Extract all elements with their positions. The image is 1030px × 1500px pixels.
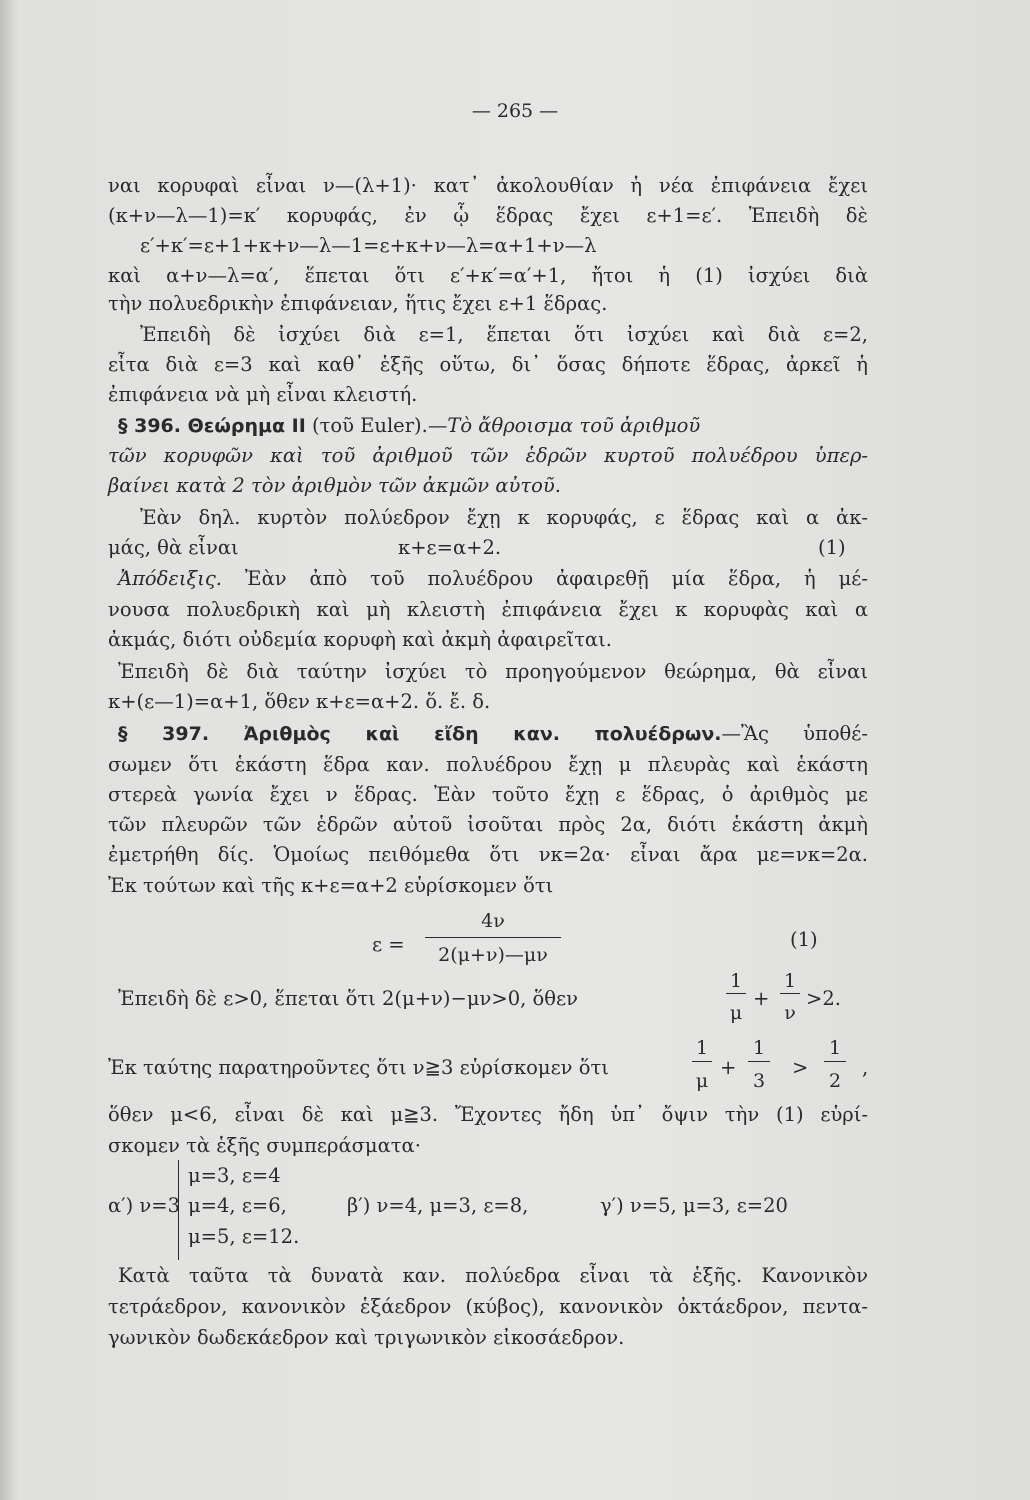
eq2-text: Ἐπειδὴ δὲ ε>0, ἕπεται ὅτι 2(μ+ν)−μν>0, ὅθεν: [118, 987, 578, 1010]
theorem-line: τῶν κορυφῶν καὶ τοῦ ἀριθμοῦ τῶν ἑδρῶν κυρτοῦ πολυέδρου ὑπερ-: [108, 444, 868, 467]
eq1-lhs: ε =: [372, 933, 405, 956]
text-line: Ἐπειδὴ δὲ διὰ ταύτην ἰσχύει τὸ προηγούμενον θεώρημα, θὰ εἶναι: [118, 660, 868, 683]
eq2-den1: μ: [729, 1002, 743, 1024]
eq3-gt: >: [792, 1056, 809, 1079]
equation-line: ε′+κ′=ε+1+κ+ν—λ—1=ε+κ+ν—λ=α+1+ν—λ: [140, 234, 597, 257]
section-text: —Ἂς ὑποθέ-: [721, 722, 868, 745]
text-line: εἶτα διὰ ε=3 καὶ καθ᾽ ἑξῆς οὕτω, δι᾽ ὅσας δήποτε ἕδρας, ἀρκεῖ ἡ: [108, 353, 868, 376]
text-line: καὶ α+ν—λ=α′, ἕπεται ὅτι ε′+κ′=α′+1, ἤτοι ἡ (1) ἰσχύει διὰ: [108, 264, 868, 287]
case-a3: μ=5, ε=12.: [188, 1225, 300, 1248]
fraction-bar: [748, 1061, 770, 1062]
section-title: § 396. Θεώρημα II: [118, 415, 306, 437]
case-a1: μ=3, ε=4: [188, 1164, 281, 1187]
text-line: σκομεν τὰ ἑξῆς συμπεράσματα·: [108, 1134, 421, 1157]
eq1-number: (1): [790, 928, 818, 951]
theorem-line: βαίνει κατὰ 2 τὸν ἀριθμὸν τῶν ἀκμῶν αὐτοῦ.: [108, 474, 561, 497]
text-line: μάς, θὰ εἶναι: [108, 536, 239, 559]
proof-label: Ἀπόδειξις.: [118, 567, 222, 590]
text-line: Ἐπειδὴ δὲ ἰσχύει διὰ ε=1, ἕπεται ὅτι ἰσχύει καὶ διὰ ε=2,: [140, 323, 868, 346]
fraction-bar: [824, 1061, 846, 1062]
fraction-bar: [692, 1061, 712, 1062]
case-bracket: [178, 1160, 179, 1260]
eq3-num3: 1: [828, 1037, 842, 1059]
eq3-plus: +: [720, 1056, 737, 1079]
section-attribution: (τοῦ Euler).—: [305, 414, 448, 437]
text-line: (κ+ν—λ—1)=κ′ κορυφάς, ἐν ᾧ ἕδρας ἔχει ε+1=ε′. Ἐπειδὴ δὲ: [108, 204, 868, 227]
theorem-text: Τὸ ἄθροισμα τοῦ ἀριθμοῦ: [447, 414, 701, 437]
page-number: — 265 —: [471, 100, 559, 122]
eq3-num1: 1: [695, 1037, 709, 1059]
fraction-bar: [425, 937, 561, 938]
text-line: τετράεδρον, κανονικὸν ἑξάεδρον (κύβος), κανονικὸν ὀκτάεδρον, πεντα-: [108, 1295, 868, 1318]
eq3-text: Ἐκ ταύτης παρατηροῦντες ὅτι ν≧3 εὑρίσκομεν ὅτι: [108, 1056, 609, 1079]
proof-line: [118, 569, 868, 589]
case-c: γ′) ν=5, μ=3, ε=20: [600, 1194, 788, 1217]
text-line: Ἐὰν δηλ. κυρτὸν πολύεδρον ἔχῃ κ κορυφάς, ε ἕδρας καὶ α ἀκ-: [140, 506, 868, 529]
text-line: ἐπιφάνεια νὰ μὴ εἶναι κλειστή.: [108, 383, 418, 406]
case-a2: μ=4, ε=6,: [188, 1194, 287, 1217]
case-b: β′) ν=4, μ=3, ε=8,: [347, 1194, 529, 1217]
text-line: τὴν πολυεδρικὴν ἐπιφάνειαν, ἥτις ἔχει ε+1 ἕδρας.: [108, 292, 608, 315]
eq2-num1: 1: [729, 970, 743, 992]
text-line: Κατὰ ταῦτα τὰ δυνατὰ καν. πολύεδρα εἶναι τὰ ἑξῆς. Κανονικὸν: [118, 1264, 868, 1287]
text-line: Ἐκ τούτων καὶ τῆς κ+ε=α+2 εὑρίσκομεν ὅτι: [108, 874, 554, 897]
eq3-tail: ,: [862, 1056, 869, 1079]
text-line: κ+(ε—1)=α+1, ὅθεν κ+ε=α+2. ὅ. ἔ. δ.: [108, 690, 491, 713]
equation: κ+ε=α+2.: [398, 536, 502, 559]
eq3-den1: μ: [695, 1070, 709, 1092]
text-line: ὅθεν μ<6, εἶναι δὲ καὶ μ≧3. Ἔχοντες ἤδη ὑπ᾽ ὄψιν τὴν (1) εὑρί-: [108, 1103, 868, 1126]
equation-number: (1): [818, 536, 846, 559]
eq3-den3: 2: [828, 1070, 842, 1092]
text-line: τῶν πλευρῶν τῶν ἑδρῶν αὐτοῦ ἰσοῦται πρὸς 2α, διότι ἑκάστη ἀκμὴ: [108, 813, 868, 836]
eq2-tail: >2.: [806, 987, 841, 1010]
section-title: § 397. Ἀριθμὸς καὶ εἴδη καν. πολυέδρων.: [118, 723, 722, 745]
section-397-heading: [118, 724, 868, 744]
eq3-den2: 3: [752, 1070, 766, 1092]
eq1-numerator: 4ν: [481, 910, 505, 932]
text-line: γωνικὸν δωδεκάεδρον καὶ τριγωνικὸν εἰκοσάεδρον.: [108, 1326, 625, 1349]
fraction-bar: [780, 993, 800, 994]
text-line: σωμεν ὅτι ἑκάστη ἕδρα καν. πολυέδρου ἔχῃ μ πλευρὰς καὶ ἑκάστη: [108, 753, 868, 776]
proof-text: Ἐὰν ἀπὸ τοῦ πολυέδρου ἀφαιρεθῇ μία ἕδρα, ἡ μέ-: [222, 567, 868, 590]
eq1-denominator: 2(μ+ν)—μν: [438, 944, 548, 966]
section-396-heading: [118, 416, 700, 436]
eq3-num2: 1: [752, 1037, 766, 1059]
text-line: ἐμετρήθη δίς. Ὁμοίως πειθόμεθα ὅτι νκ=2α· εἶναι ἄρα με=νκ=2α.: [108, 843, 868, 866]
text-line: νουσα πολυεδρικὴ καὶ μὴ κλειστὴ ἐπιφάνεια ἔχει κ κορυφὰς καὶ α: [108, 598, 868, 621]
text-line: ναι κορυφαὶ εἶναι ν—(λ+1)· κατ᾽ ἀκολουθίαν ἡ νέα ἐπιφάνεια ἔχει: [108, 174, 868, 197]
text-line: στερεὰ γωνία ἔχει ν ἕδρας. Ἐὰν τοῦτο ἔχῃ ε ἕδρας, ὁ ἀριθμὸς με: [108, 783, 868, 806]
fraction-bar: [726, 993, 746, 994]
eq2-den2: ν: [784, 1002, 796, 1024]
eq2-num2: 1: [783, 970, 797, 992]
eq2-plus: +: [753, 987, 770, 1010]
case-a-label: α′) ν=3: [108, 1194, 181, 1217]
text-line: ἀκμάς, διότι οὐδεμία κορυφὴ καὶ ἀκμὴ ἀφαιρεῖται.: [108, 628, 612, 651]
